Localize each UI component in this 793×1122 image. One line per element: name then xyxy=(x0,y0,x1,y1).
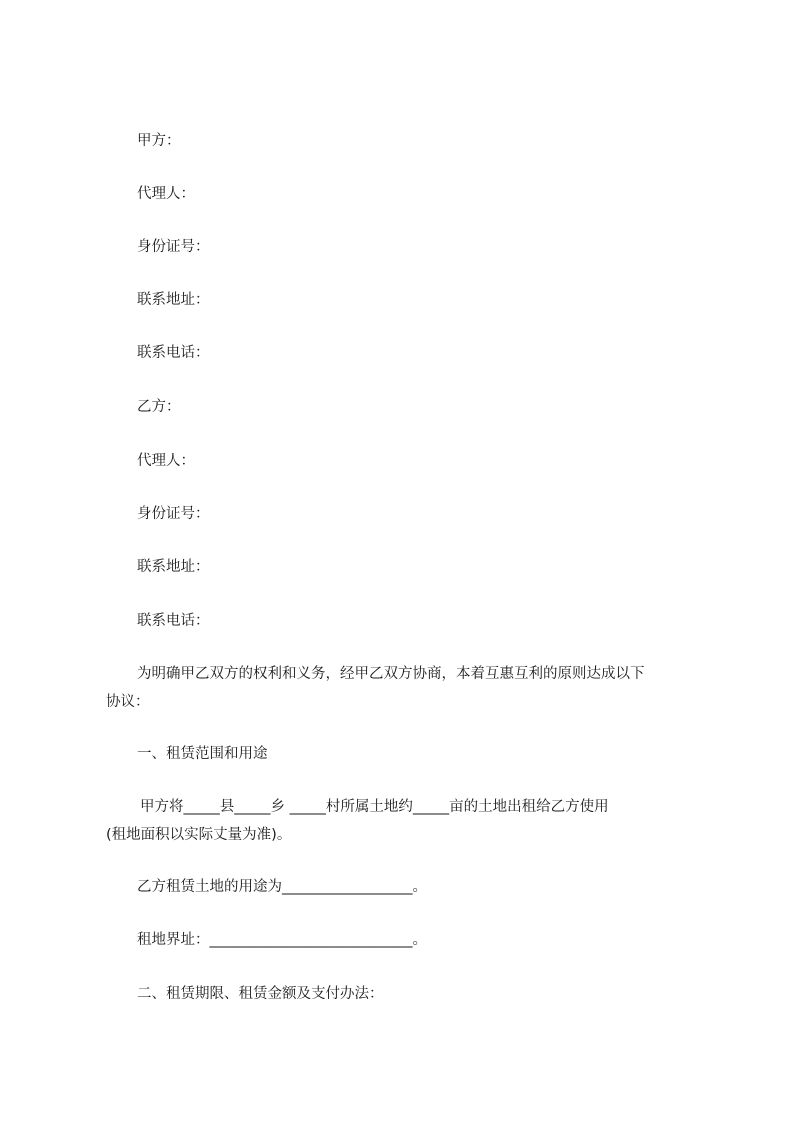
section-2-heading: 二、租赁期限、租赁金额及支付办法： xyxy=(137,986,384,1002)
party-a-address-label: 联系地址： xyxy=(137,292,210,308)
land-usage-line: 乙方租赁土地的用途为__________________。 xyxy=(137,879,427,895)
lease-scope-line-2: (租地面积以实际丈量为准)。 xyxy=(106,827,292,843)
party-b-label: 乙方： xyxy=(137,399,181,415)
land-boundary-line: 租地界址：____________________________。 xyxy=(137,932,427,948)
party-a-phone-label: 联系电话： xyxy=(137,345,210,361)
intro-line-2: 协议： xyxy=(106,694,150,710)
party-b-address-label: 联系地址： xyxy=(137,559,210,575)
party-b-id-number-label: 身份证号： xyxy=(137,506,210,522)
party-a-id-number-label: 身份证号： xyxy=(137,239,210,255)
party-b-phone-label: 联系电话： xyxy=(137,613,210,629)
party-a-agent-label: 代理人： xyxy=(137,186,195,202)
lease-scope-line-1: 甲方将_____县_____乡 _____村所属土地约_____亩的土地出租给乙方使用 xyxy=(140,799,609,815)
party-a-label: 甲方： xyxy=(137,133,181,149)
section-1-heading: 一、租赁范围和用途 xyxy=(137,746,268,762)
intro-paragraph xyxy=(106,664,706,712)
intro-line-1: 为明确甲乙双方的权利和义务，经甲乙双方协商，本着互惠互利的原则达成以下 xyxy=(137,666,645,682)
lease-scope-paragraph xyxy=(106,797,706,845)
party-b-agent-label: 代理人： xyxy=(137,453,195,469)
